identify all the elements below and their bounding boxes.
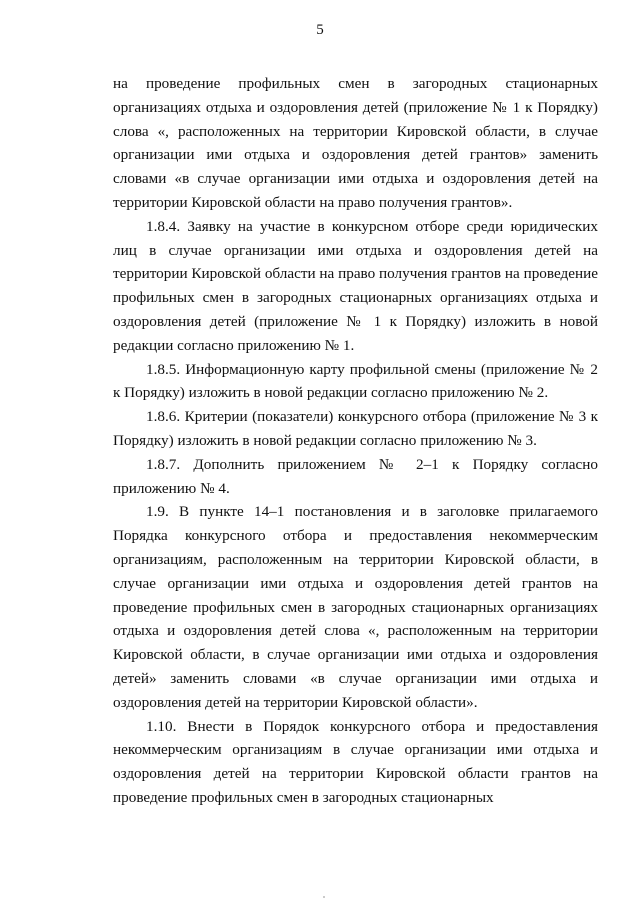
page-number: 5 — [316, 22, 324, 38]
paragraph-item-1-8-6: 1.8.6. Критерии (показатели) конкурсного отбора (приложение № 3 к Порядку) изложить в новой редакции согласно приложению № 3. — [113, 408, 598, 449]
document-body — [113, 72, 598, 810]
paragraph-item-1-8-7: 1.8.7. Дополнить приложением № 2–1 к Порядку согласно приложению № 4. — [113, 455, 598, 497]
paragraph-item-1-8-5: 1.8.5. Информационную карту профильной смены (приложение № 2 к Порядку) изложить в новой редакции согласно приложению № 2. — [113, 360, 598, 402]
paragraph-continuation: на проведение профильных смен в загородных стационарных организациях отдыха и оздоровления детей (приложение № 1 к Порядку) слова «, расположенных на территории Кировской области, в случае организации ими отдыха и оздоровления детей грантов» заменить словами «в случае организации ими отдыха и оздоровления детей на территории Кировской области на право получения грантов». — [113, 75, 598, 211]
paragraph-item-1-8-4: 1.8.4. Заявку на участие в конкурсном отборе среди юридических лиц в случае организации ими отдыха и оздоровления детей на территории Кировской области на право получения грантов на проведение профильных смен в загородных стационарных организациях отдыха и оздоровления детей (приложение № 1 к Порядку) изложить в новой редакции согласно приложению № 1. — [113, 217, 598, 354]
scan-speck — [323, 896, 325, 898]
paragraph-item-1-10: 1.10. Внести в Порядок конкурсного отбора и предоставления некоммерческим организациям в случае организации ими отдыха и оздоровления детей на территории Кировской области грантов на проведение профильных смен в загородных стационарных — [113, 717, 598, 806]
paragraph-item-1-9: 1.9. В пункте 14–1 постановления и в заголовке прилагаемого Порядка конкурсного отбора и предоставления некоммерческим организациям, расположенным на территории Кировской области, в случае организации ими отдыха и оздоровления детей грантов на проведение профильных смен в загородных стационарных организациях отдыха и оздоровления детей слова «, расположенным на территории Кировской области, в случае организации ими отдыха и оздоровления детей» заменить словами «в случае организации ими отдыха и оздоровления детей на территории Кировской области». — [113, 503, 598, 711]
